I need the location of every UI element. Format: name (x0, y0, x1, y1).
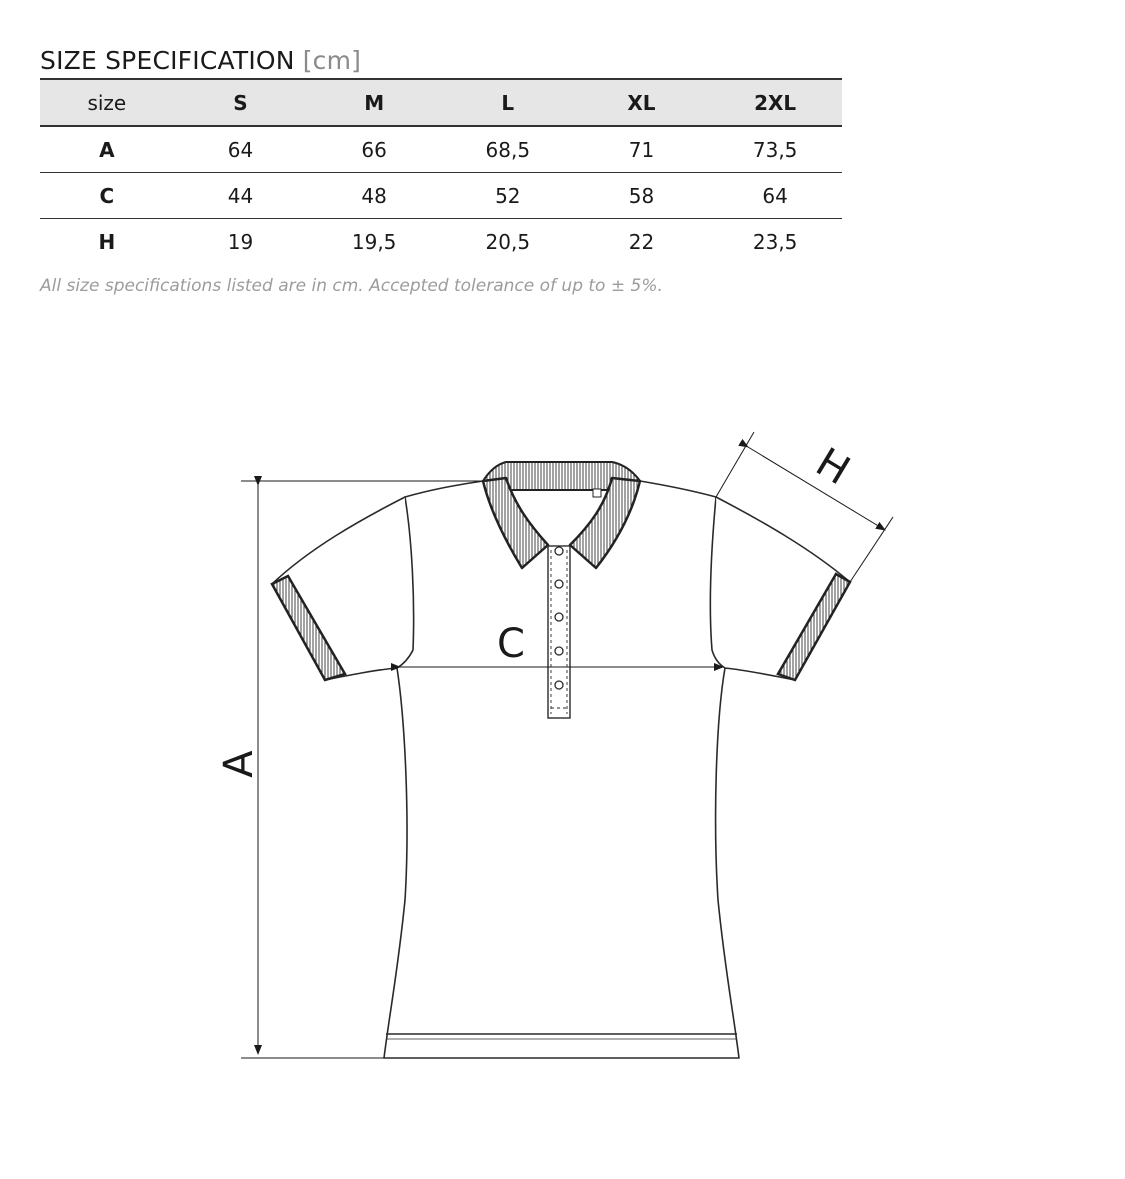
dimension-h-label: H (807, 439, 858, 495)
button-icon (555, 613, 563, 621)
row-label: C (40, 173, 174, 219)
button-icon (555, 580, 563, 588)
header-cell-m: M (307, 79, 441, 126)
row-label: H (98, 229, 116, 254)
header-cell-l: L (441, 79, 575, 126)
header-cell-xl: XL (575, 79, 709, 126)
table-cell: 20,5 (485, 229, 531, 254)
table-cell: 71 (575, 126, 709, 173)
table-cell: 48 (307, 173, 441, 219)
table-cell: 66 (307, 126, 441, 173)
table-cell: 64 (708, 173, 842, 219)
title-text: SIZE SPECIFICATION (40, 46, 295, 75)
button-placket (548, 546, 570, 718)
table-cell: 22 (628, 229, 655, 254)
button-icon (555, 647, 563, 655)
table-cell: 52 (441, 173, 575, 219)
table-cell: 44 (174, 173, 308, 219)
table-cell: 19,5 (351, 229, 397, 254)
button-icon (555, 547, 563, 555)
header-cell-2xl: 2XL (708, 79, 842, 126)
table-cell: 64 (174, 126, 308, 173)
row-label: A (40, 126, 174, 173)
table-cell: 73,5 (708, 126, 842, 173)
header-cell-s: S (174, 79, 308, 126)
button-icon (555, 681, 563, 689)
table-cell: 58 (575, 173, 709, 219)
table-cell: 68,5 (441, 126, 575, 173)
header-cell-size: size (40, 79, 174, 126)
dimension-c-label: C (497, 621, 525, 667)
table-cell: 23,5 (752, 229, 798, 254)
tolerance-note: All size specifications listed are in cm. Accepted tolerance of up to ± 5%. (40, 276, 663, 296)
dimension-a-label: A (216, 750, 262, 778)
unit-text: [cm] (302, 46, 362, 75)
dimension-h-line (748, 447, 885, 530)
table-cell: 19 (227, 229, 254, 254)
